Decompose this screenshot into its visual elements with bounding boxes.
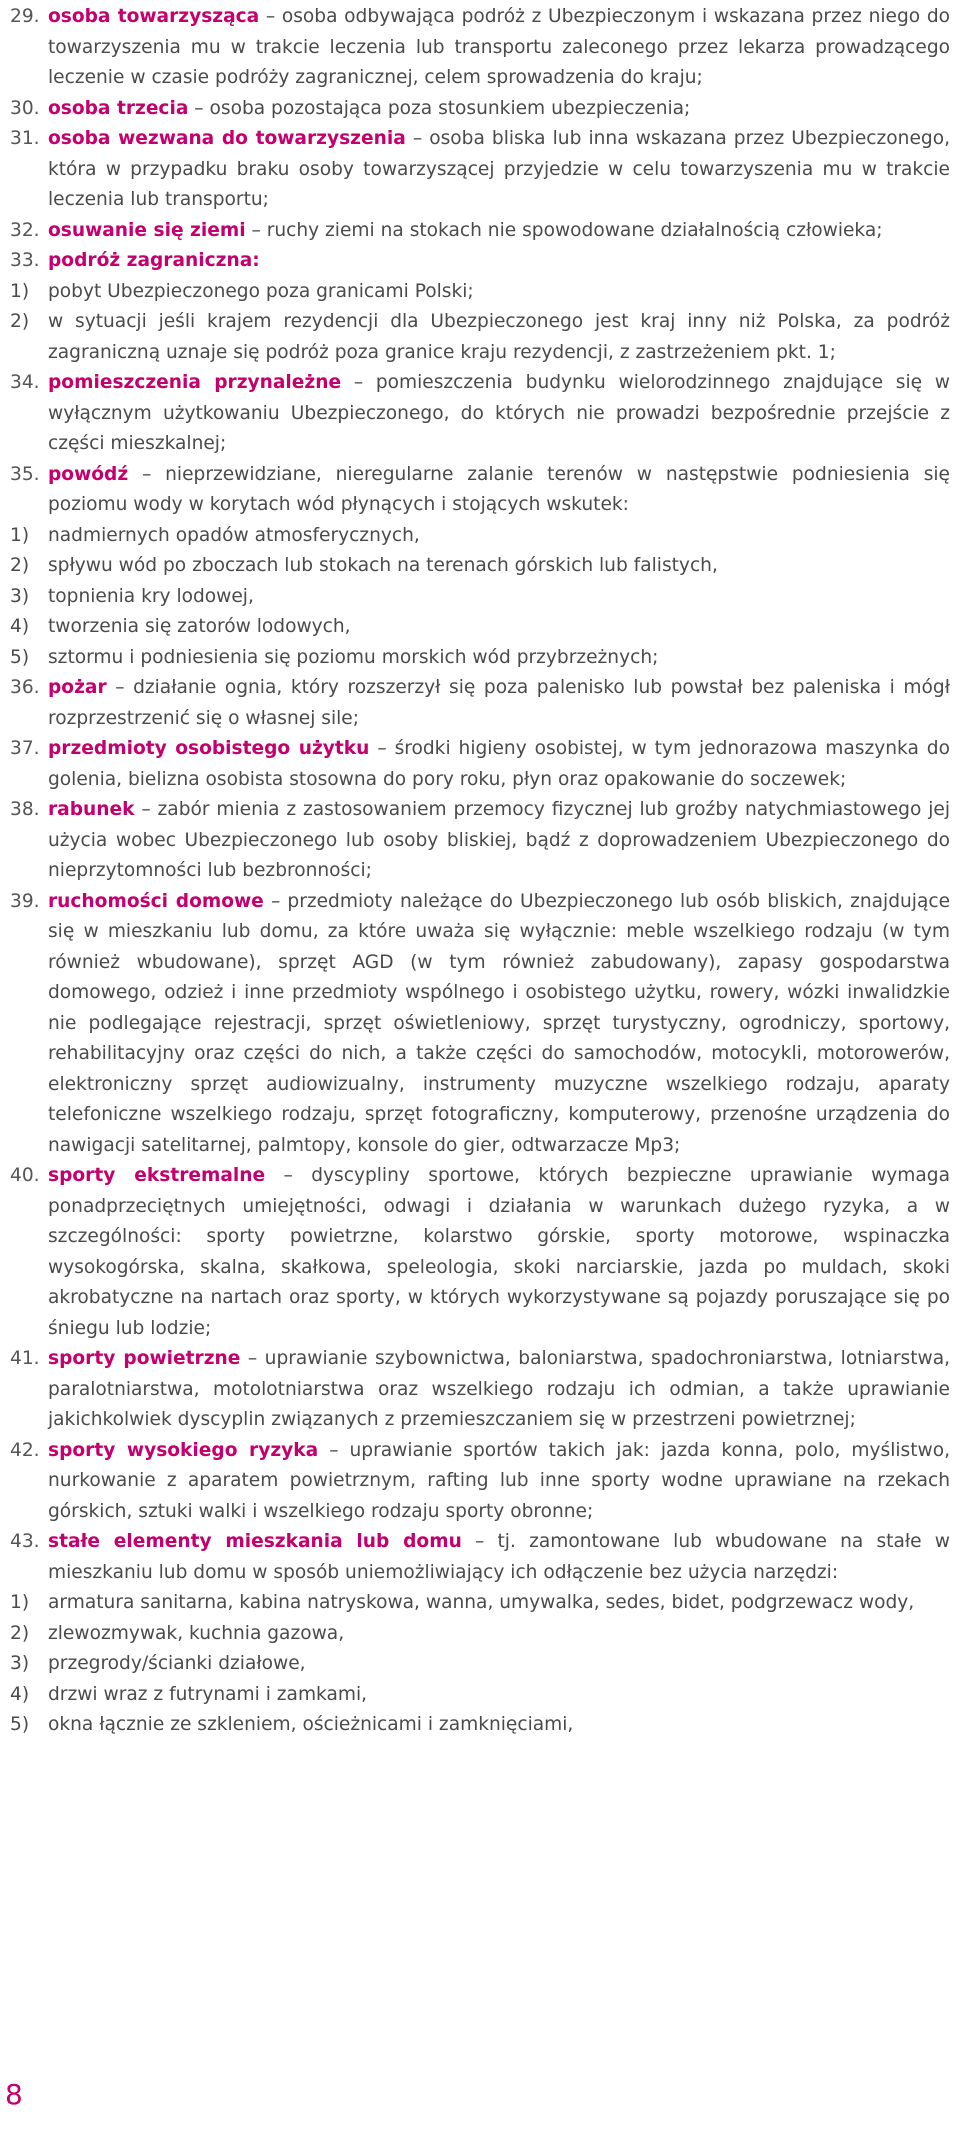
sub-item-number: 1) [10, 1592, 30, 1613]
entry-number: 43. [10, 1531, 40, 1552]
sub-item-number: 4) [10, 1683, 30, 1705]
sub-item-text: sztormu i podniesienia się poziomu morskich wód przybrzeżnych; [48, 646, 659, 668]
sub-item [10, 1588, 950, 1619]
defined-term: osuwanie się ziemi [48, 219, 246, 241]
sub-item-text: w sytuacji jeśli krajem rezydencji dla Ubezpieczonego jest kraj inny niż Polska, za podróż zagraniczną uznaje się podróż poza granice kraju rezydencji, z zastrzeżeniem pkt. 1; [48, 311, 950, 363]
defined-term: powódź [48, 463, 129, 485]
definition-text: – zabór mienia z zastosowaniem przemocy fizycznej lub groźby natychmiastowego jej użycia wobec Ubezpieczonego lub osoby bliskiej, bądź z doprowadzeniem Ubezpieczonego do nieprzytomności lub bezbronności; [48, 799, 950, 881]
entry-number: 30. [10, 97, 40, 119]
entry-number: 35. [10, 463, 40, 485]
defined-term: rabunek [48, 799, 135, 820]
sub-item [10, 1619, 950, 1650]
definition-entry [10, 94, 950, 125]
definition-entry [10, 795, 950, 887]
page-number: 8 [5, 2078, 23, 2111]
definition-entry [10, 216, 950, 247]
defined-term: pomieszczenia przynależne [48, 372, 342, 393]
definition-text: – osoba bliska lub inna wskazana przez Ubezpieczonego, która w przypadku braku osoby towarzyszącej przyjedzie w celu towarzyszenia mu w trakcie leczenia lub transportu; [48, 128, 950, 210]
defined-term: osoba towarzysząca [48, 6, 260, 27]
defined-term: sporty wysokiego ryzyka [48, 1439, 319, 1461]
sub-item-number: 1) [10, 280, 30, 302]
definition-entry [10, 124, 950, 216]
sub-item [10, 643, 950, 674]
definition-text: – uprawianie szybownictwa, baloniarstwa, spadochroniarstwa, lotniarstwa, paralotniarstwa, motolotniarstwa oraz wszelkiego rodzaju ich odmian, a także uprawianie jakichkolwiek dyscyplin związanych z przemieszczaniem się w przestrzeni powietrznej; [48, 1348, 950, 1430]
definition-entry [10, 1436, 950, 1528]
defined-term: sporty ekstremalne [48, 1165, 266, 1186]
definition-entry [10, 1161, 950, 1344]
definition-entry [10, 734, 950, 795]
definition-entry [10, 2, 950, 94]
entry-number: 39. [10, 890, 40, 912]
entry-number: 37. [10, 738, 40, 759]
definition-entry [10, 368, 950, 460]
sub-item-number: 1) [10, 524, 30, 546]
defined-term: przedmioty osobistego użytku [48, 738, 370, 759]
sub-item-number: 3) [10, 585, 30, 607]
sub-item [10, 582, 950, 613]
sub-item-text: pobyt Ubezpieczonego poza granicami Polski; [48, 280, 474, 302]
definition-entry [10, 246, 950, 277]
definition-text: – tj. zamontowane lub wbudowane na stałe w mieszkaniu lub domu w sposób uniemożliwiający ich odłączenie bez użycia narzędzi: [48, 1531, 950, 1583]
definition-text: – osoba pozostająca poza stosunkiem ubezpieczenia; [188, 97, 691, 119]
defined-term: sporty powietrzne [48, 1348, 241, 1369]
defined-term: osoba trzecia [48, 97, 189, 119]
entry-number: 41. [10, 1348, 40, 1369]
sub-item [10, 521, 950, 552]
entry-number: 33. [10, 250, 40, 271]
sub-item-number: 5) [10, 646, 30, 668]
sub-item-number: 4) [10, 616, 30, 637]
definition-text: – dyscypliny sportowe, których bezpieczne uprawianie wymaga ponadprzeciętnych umiejętności, odwagi i działania w warunkach dużego ryzyka, a w szczególności: sporty powietrzne, kolarstwo górskie, sporty motorowe, wspinaczka wysokogórska, skalna, skałkowa, speleologia, skoki narciarskie, jazda po muldach, skoki akrobatyczne na nartach oraz sporty, w których wykorzystywane są pojazdy poruszające się po śniegu lub lodzie; [48, 1165, 950, 1339]
definition-entry [10, 673, 950, 734]
definition-entry [10, 1527, 950, 1588]
sub-item-text: tworzenia się zatorów lodowych, [48, 616, 351, 637]
definition-text: – działanie ognia, który rozszerzył się poza palenisko lub powstał bez paleniska i mógł rozprzestrzenić się o własnej sile; [48, 677, 950, 729]
sub-item [10, 1649, 950, 1680]
defined-term: osoba wezwana do towarzyszenia [48, 128, 406, 149]
definition-text: – nieprzewidziane, nieregularne zalanie terenów w następstwie podniesienia się poziomu wody w korytach wód płynących i stojących wskutek: [48, 463, 950, 515]
definition-text: – ruchy ziemi na stokach nie spowodowane działalnością człowieka; [245, 219, 883, 241]
definition-entry [10, 460, 950, 521]
definition-entry [10, 887, 950, 1162]
definition-text: – przedmioty należące do Ubezpieczonego lub osób bliskich, znajdujące się w mieszkaniu lub domu, za które uważa się wyłącznie: meble wszelkiego rodzaju (w tym również wbudowane), sprzęt AGD (w tym również zabudowany), zapasy gospodarstwa domowego, odzież i inne przedmioty wspólnego i osobistego użytku, rowery, wózki inwalidzkie nie podlegające rejestracji, sprzęt oświetleniowy, sprzęt turystyczny, ogrodniczy, sportowy, rehabilitacyjny oraz części do nich, a także części do samochodów, motocykli, motorowerów, elektroniczny sprzęt audiowizualny, instrumenty muzyczne wszelkiego rodzaju, aparaty telefoniczne wszelkiego rodzaju, sprzęt fotograficzny, komputerowy, przenośne urządzenia do nawigacji satelitarnej, palmtopy, konsole do gier, odtwarzacze Mp3; [48, 890, 951, 1156]
sub-item [10, 307, 950, 368]
sub-item [10, 612, 950, 643]
definition-text: – pomieszczenia budynku wielorodzinnego znajdujące się w wyłącznym użytkowaniu Ubezpieczonego, do których nie prowadzi bezpośrednie przejście z części mieszkalnej; [48, 372, 950, 454]
sub-item-text: armatura sanitarna, kabina natryskowa, wanna, umywalka, sedes, bidet, podgrzewacz wody, [48, 1592, 915, 1613]
defined-term: stałe elementy mieszkania lub domu [48, 1531, 462, 1552]
sub-item-number: 5) [10, 1714, 30, 1735]
entry-number: 29. [10, 6, 40, 27]
entry-number: 42. [10, 1439, 40, 1461]
sub-item-text: przegrody/ścianki działowe, [48, 1653, 306, 1674]
entry-number: 38. [10, 799, 40, 820]
sub-item-text: topnienia kry lodowej, [48, 585, 254, 607]
entry-number: 36. [10, 677, 40, 698]
sub-item-number: 2) [10, 311, 30, 332]
sub-item-text: zlewozmywak, kuchnia gazowa, [48, 1622, 345, 1644]
definition-text: – osoba odbywająca podróż z Ubezpieczonym i wskazana przez niego do towarzyszenia mu w trakcie leczenia lub transportu zaleconego przez lekarza prowadzącego leczenie w czasie podróży zagranicznej, celem sprowadzenia do kraju; [48, 6, 950, 88]
sub-item-text: nadmiernych opadów atmosferycznych, [48, 524, 420, 546]
sub-item [10, 1680, 950, 1711]
sub-item-text: drzwi wraz z futrynami i zamkami, [48, 1683, 368, 1705]
sub-item-number: 3) [10, 1653, 30, 1674]
sub-item-text: okna łącznie ze szkleniem, ościeżnicami i zamknięciami, [48, 1714, 574, 1735]
sub-item [10, 277, 950, 308]
definition-text: – uprawianie sportów takich jak: jazda konna, polo, myślistwo, nurkowanie z aparatem powietrznym, rafting lub inne sporty wodne uprawiane na rzekach górskich, sztuki walki i wszelkiego rodzaju sporty obronne; [48, 1439, 951, 1522]
defined-term: pożar [48, 677, 107, 698]
sub-item [10, 551, 950, 582]
sub-item-number: 2) [10, 555, 30, 576]
definition-entry [10, 1344, 950, 1436]
sub-item-text: spływu wód po zboczach lub stokach na terenach górskich lub falistych, [48, 555, 718, 576]
sub-item [10, 1710, 950, 1741]
entry-number: 32. [10, 219, 40, 241]
definition-text: – środki higieny osobistej, w tym jednorazowa maszynka do golenia, bielizna osobista stosowna do pory roku, płyn oraz opakowanie do soczewek; [48, 738, 950, 790]
document-body [10, 2, 950, 1741]
sub-item-number: 2) [10, 1622, 30, 1644]
entry-number: 34. [10, 372, 40, 393]
defined-term: ruchomości domowe [48, 890, 264, 912]
defined-term: podróż zagraniczna: [48, 250, 260, 271]
entry-number: 31. [10, 128, 40, 149]
entry-number: 40. [10, 1165, 40, 1186]
